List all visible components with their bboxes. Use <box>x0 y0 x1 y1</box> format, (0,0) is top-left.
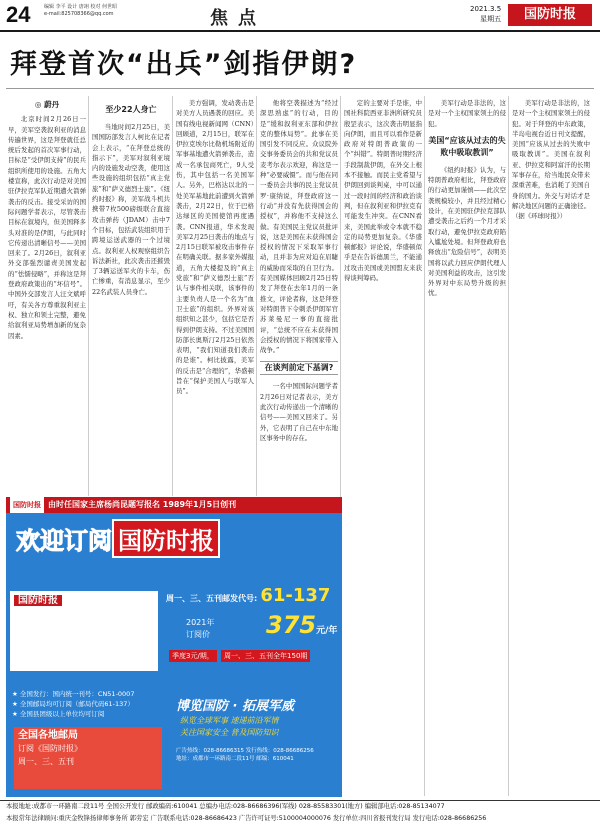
paragraph: 《纽约时报》认为，与特朗普政府相比，拜登政府的行动更加谨慎——此次空袭规模较小，并且经过精心设计，在美国驻伊拉克部队遭受袭击之后约一个月才采取行动，避免伊拉克政府陷入尴尬处境。但拜登政府也释放出“危险信号”，表明美国将以武力回应伊朗代理人对美国利益的攻击，这引发外界对中东局势升级的担忧。 <box>428 165 506 298</box>
ad-slogan-sub: 纵览全球军事 速递前沿军情 关注国家安全 普及国防知识 <box>180 716 279 737</box>
subscription-advertisement <box>6 497 342 797</box>
ad-title-logo: 国防时报 <box>112 519 220 558</box>
ad-feature-list <box>12 689 134 719</box>
ad-list-item: ★ 全国县团级以上单位均可订阅 <box>12 710 105 718</box>
ad-price <box>266 611 337 639</box>
page-number: 24 <box>6 2 31 27</box>
ad-contact-info: 广告热线：028-86686315 发行热线：028-86686256 地址：成都市一环路南二段11号 邮编：610041 <box>176 748 314 762</box>
paragraph: 美军行动是非法的，这是对一个主权国家领土的侵犯。对于拜登的中东政策，半岛电视台近日刊文提醒，美国“应该从过去的失败中吸取教训”。美国在叙利亚、伊拉克和阿富汗的长期军事存在，给当地民众带来深重苦难，也消耗了美国自身的国力。外交与对话才是解决地区问题的正确途径。（据《环球时报》） <box>512 99 590 221</box>
headline-divider <box>6 88 594 89</box>
newspaper-logo: 国防时报 <box>508 4 592 26</box>
footer-line-2: 本报常年法律顾问:重庆金牧锋扬律师事务所 郭劳宏 广告联系电话:028-86686423 广告许可证号:5100004000076 发行单位:四川省报刊发行局 发行电话:028-86686256 <box>6 815 487 822</box>
article-column-7 <box>512 98 590 788</box>
article-column-6 <box>428 98 506 788</box>
ad-newspaper-sample <box>10 591 158 671</box>
article-column-1 <box>8 98 86 496</box>
section-title: 焦点 <box>210 8 266 29</box>
paragraph: 一名中国国际问题学者2月26日对记者表示，美方此次行动传递出一个清晰的信号——美国又回来了。另外，它表明了自己在中东地区事务中的存在。 <box>260 382 338 442</box>
ad-post-line: 订阅《国防时报》 <box>18 744 82 753</box>
column-rule <box>256 96 257 496</box>
paragraph: 定的主要对手是谁，中国社科院西亚非洲所研究员殷罡表示，这次袭击明显指向伊朗，而且可以看作是新政府对特朗普政策的一个“纠错”。特朗普时期经济手段制裁伊朗，在外交上根本不接触。而民主党希望与伊朗回到谈判桌，中可以通过一段时间的经济和政治谈判，但在叙利亚和伊拉克有可能发生冲突。在CNN看来，美国此举或令本就不稳定的局势更加复杂。《华盛顿邮报》评论说，华盛顿似乎是在告诉德黑兰，不能通过攻击美国或美国盟友来获得谈判筹码。 <box>344 99 422 283</box>
ad-post-days: 周一、三、五刊 <box>18 757 74 766</box>
article-column-2 <box>92 98 170 496</box>
ad-topbar-text: 由时任国家主席杨尚昆题写报名 1989年1月5日创刊 <box>48 500 237 509</box>
subheading-negotiation: 在谈判前定下基调? <box>260 361 338 375</box>
column-rule <box>172 96 173 496</box>
editor-line: 编辑 李平 设计 唐翊 校对 何世昭 <box>44 4 117 10</box>
ad-post-title: 全国各地邮局 <box>18 730 78 741</box>
column-rule <box>88 96 89 496</box>
date-text: 2021.3.5 <box>470 5 502 13</box>
article-headline: 拜登首次“出兵”剑指伊朗? <box>10 49 358 80</box>
ad-post-office-box <box>14 727 162 789</box>
ad-postal-code <box>166 585 330 606</box>
paragraph: 北京时间2月26日一早，美军空袭叙利亚的消息传遍世界，这是拜登就任总统后发起的首次军事行动，目标是“受伊朗支持”的民兵组织所使用的设施。五角大楼宣称，此次行动是对美国驻伊拉克军队近期遭火箭弹袭击的反击。接受采访的国际问题学者表示，尽管袭击目标在叙境内，但美国释多头对准的是伊朗，与此同时它传递出清晰信号——美国回来了。2月26日，叙利亚外交部强烈谴责美国发起的“怯懦侵略”，并称这是拜登政府政策出的“坏信号”。中国外交部发言人汪文斌呼吁，有关各方尊重叙利亚主权、独立和领土完整，避免给叙利亚局势增加新的复杂因素。 <box>8 115 86 340</box>
article-column-5 <box>344 98 422 788</box>
weekday-text: 星期五 <box>480 15 502 23</box>
ad-slogan-main: 博览国防 · 拓展军威 <box>176 699 294 714</box>
ad-term: 周一、三、五刊全年150期 <box>221 650 310 662</box>
ad-top-bar <box>6 497 342 513</box>
subheading-lessons: 美国“应该从过去的失败中吸取教训” <box>428 135 506 157</box>
ad-title <box>16 519 220 558</box>
paragraph: 美方强调，发动袭击是对美方人员遇袭的回应。美国有线电视新闻网（CNN）回顾道，2月15日，联军在伊拉克埃尔比勒机场附近的军事基地遭火箭弹袭击，造成一名承包商死亡，9人受伤，其中包括一名美国军人。另外，巴格达以北的一处美军基地此前遭到火箭弹袭击，2月22日，位于巴格达绿区的美国使馆再度遇袭。CNN报道，华术发现美军2月25日袭击的地点与2月15日联军被攻击事件存在明确关联。据多家外媒报道，五角大楼提及的“真主党旅”和“萨义德烈士旅”否认与事件相关联，该事件的主要负责人是一个名为“血卫士旅”的组织。外界对该组织知之甚少，包括它是否得到伊朗支持。不过美国国防部长奥斯汀2月25日依然表明，“我们知道我们袭击的是谁”。柯比披露，美军的反击是“合理的”，华盛顿旨在“保护美国人与联军人员”。 <box>176 99 254 396</box>
sample-logo: 国防时报 <box>14 595 62 606</box>
ad-price-value: 375 <box>266 611 317 639</box>
ad-small-logo: 国防时报 <box>10 497 44 513</box>
subheading-casualties: 至少22人身亡 <box>105 105 157 114</box>
ad-title-prefix: 欢迎订阅 <box>16 527 112 555</box>
ad-year-label: 2021年 订阅价 <box>186 618 215 639</box>
editor-credits <box>44 4 117 18</box>
ad-phone-number: 61-137 <box>260 585 331 606</box>
ad-list-item: ★ 全国发行：国内统一刊号：CN51-0007 <box>12 690 135 698</box>
paragraph: 当地时间2月25日，美国国防部发言人柯比在记者会上表示，“在拜登总统的指示下”，美军对叙利亚境内的设施发动空袭，使用这些设施的组织包括“真主党旅”和“萨义德烈士旅”。《纽约时报》称，美军战斗机共携带7枚500磅级联合直接攻击弹药（JDAM）击中7个目标，包括武装组织用于跨境运送武器的一个过境点。叙利亚人权观察组织告诉法新社，此次袭击还摧毁了3辆运送军火的卡车，伤亡惨重，有消息显示，至少22名武装人员身亡。 <box>92 123 170 296</box>
issue-date <box>470 4 501 24</box>
column-rule <box>508 96 509 796</box>
page-header <box>0 0 600 32</box>
ad-price-unit: 元/年 <box>316 626 338 636</box>
article-column-3 <box>176 98 254 496</box>
footer-line-1: 本报地址:成都市一环路南二段11号 全国公开发行 邮政编码:610041 总编办电话:028-86686396(军线) 028-85583301(地方) 编辑部电话:028-85134077 <box>6 803 445 810</box>
page-footer <box>0 800 600 827</box>
ad-terms <box>168 649 338 663</box>
ad-term: 季度3元/期， <box>169 650 217 662</box>
column-rule <box>424 96 425 796</box>
ad-list-item: ★ 全国邮局均可订阅（邮局代码61-137） <box>12 700 134 708</box>
article-author: ◎ 蔚丹 <box>34 100 60 109</box>
paragraph: 他将空袭描述为“经过深思熟虑”的行动，目的是“缓和叙利亚东部和伊拉克的整体局势”。此事在美国引发不同反应。众议院外交事务委员会的共和党议员麦考尔表示欢迎，称这是一种“必要威慑”。而与他在同一委员会共事的民主党议员罗·康纳说，拜登政府这一行动“并没有先获得国会的授权”，并称他不支持这么做。有美国民主党议员批评说，这是美国在未获得国会授权的情况下采取军事行动，且并非为应对迫在眉睫的威胁而采取的自卫行为。有美国媒体回顾2月25日特发了拜登在去年1月的一条推文，评论者称，这是拜登对特朗普下令刺杀伊朗军官苏莱曼尼一事的直接批评，“总统不应在未获得国会授权的情况下将国家带入战争。” <box>260 99 338 355</box>
ad-phone-label: 周一、三、五刊邮发代号: <box>166 594 258 603</box>
paragraph: 美军行动是非法的，这是对一个主权国家领土的侵犯。 <box>428 99 506 128</box>
email-line: e-mail:825708366@qq.com <box>44 11 114 17</box>
